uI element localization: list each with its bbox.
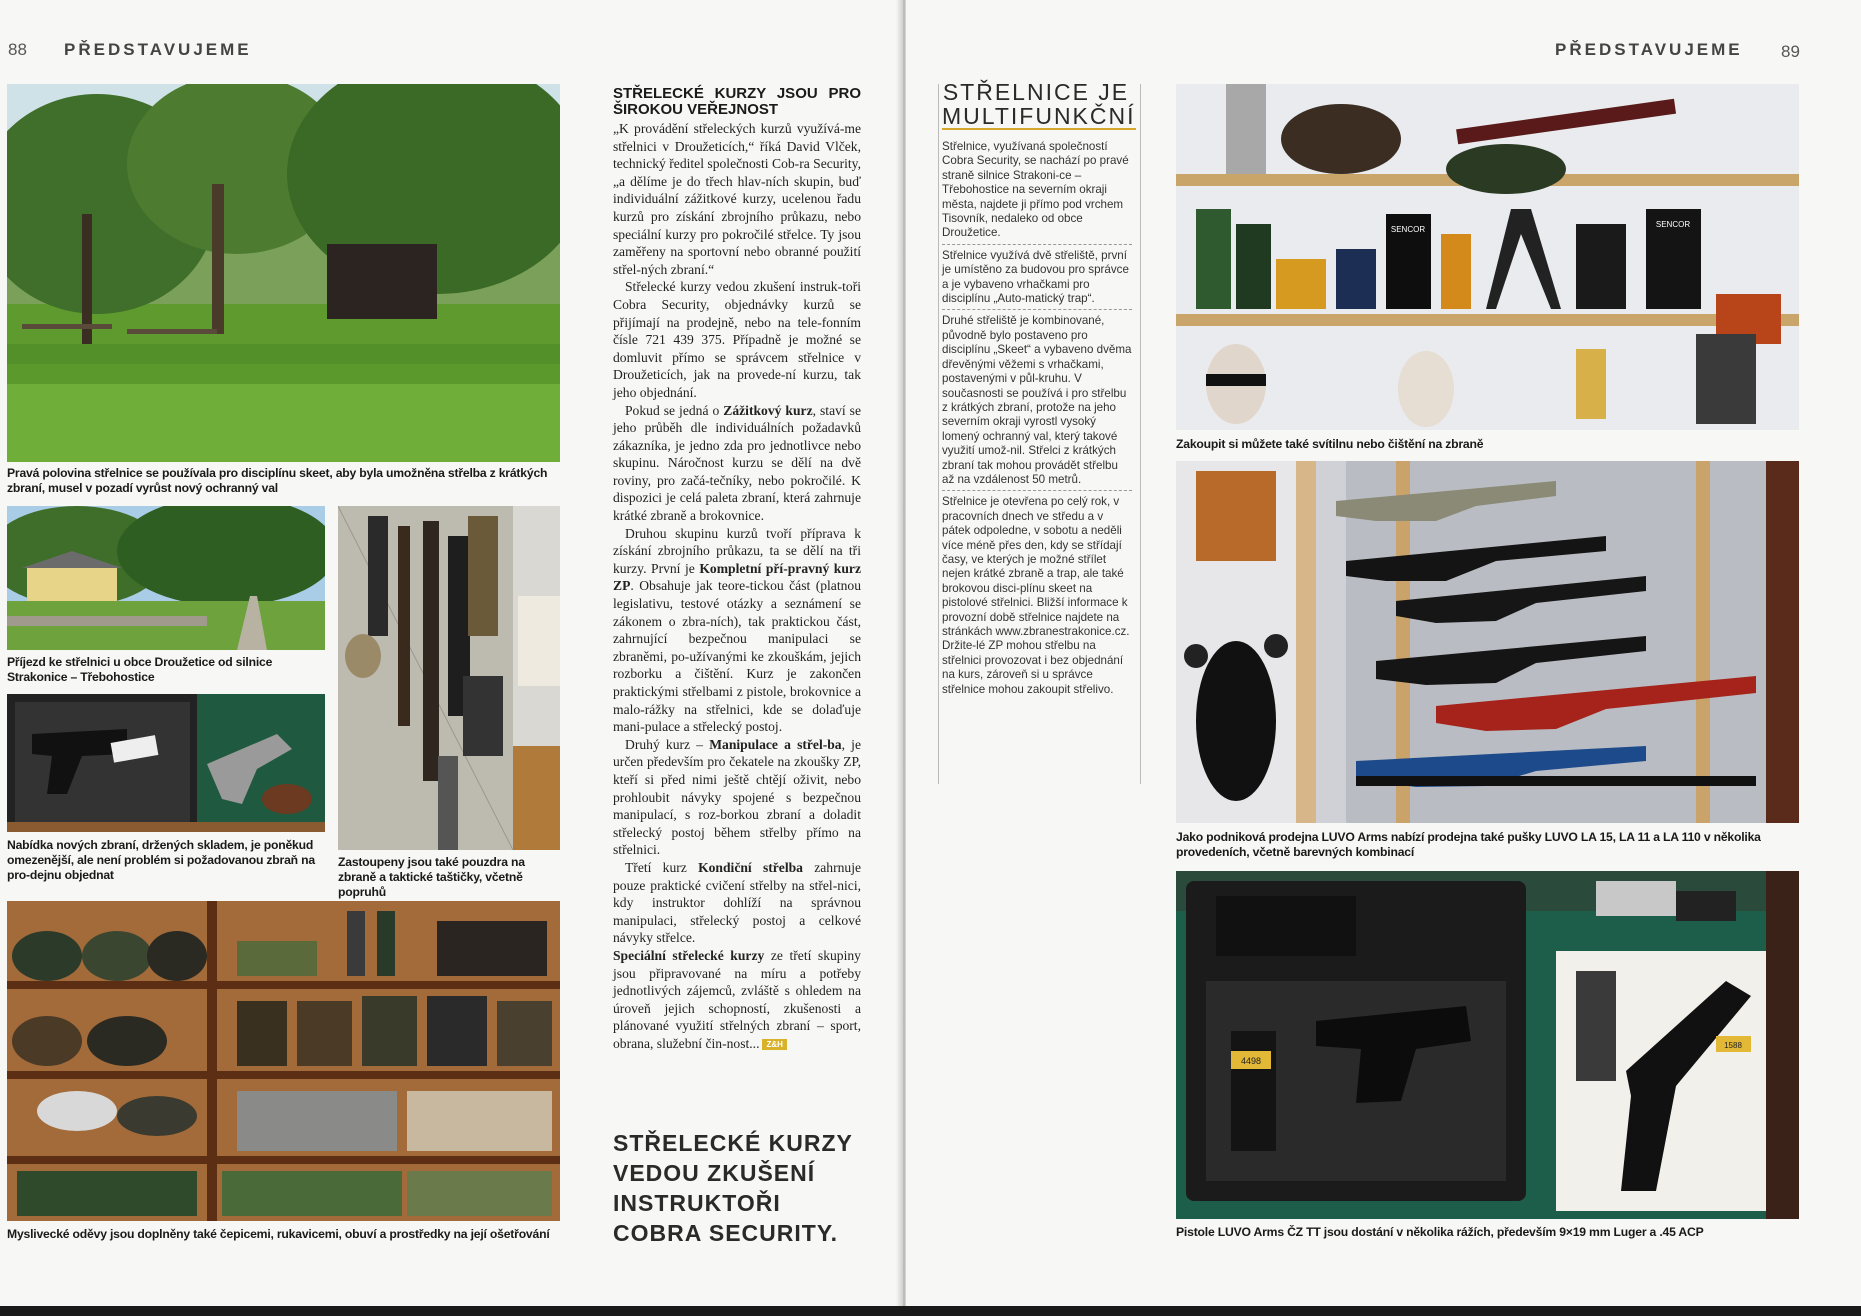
article-paragraph: Druhý kurz – Manipulace a střel-ba, je určen především pro čekatele na zkoušky ZP, kteří si před nimi ještě chtějí oživit, nebo prohloubit návyky spojené s bezpečnou manipulací, s roz-borkou zbraní a doladit střelecký postoj během střelby přímo na střelnici. xyxy=(613,736,861,858)
pistols-photo xyxy=(1176,871,1799,1219)
article-paragraph: „K provádění střeleckých kurzů využívá-me střelnici v Droužeticích,“ říká David Vlček, technický ředitel společnosti Cob-ra Security, „a dělíme je do třech hlav-ních skupin, buď individuální zážitkové kurzy, ucelenou řadu kurzů pro získání zbrojního průkazu, nebo speciální kurzy pro pokročilé střelce. Ty jsou zaměřeny na sportovní nebo obranné použití střel-ných zbraní.“ xyxy=(613,121,861,277)
article-paragraph: Druhou skupinu kurzů tvoří příprava k získání zbrojního průkazu, ta se dělí na tři kurzy. První je Kompletní pří-pravný kurz ZP. Obsahuje jak teore-tickou část (platnou legislativu, testové otázky a seznámení se zákonem o zbra-ních), tak praktickou část, zahrnující bezpečnou manipulaci se zbraněmi, po-užívanými ke zkouškám, jejich rozborku a čištění. Kurz je zakončen praktickými střelbami z pistole, brokovnice a malo-rážky na střelnici, kde se dolaďuje mani-pulace a střelecký postoj. xyxy=(613,525,861,735)
price-tag: 1588 xyxy=(1724,1041,1742,1050)
rifles-photo xyxy=(1176,461,1799,823)
page-number-right: 89 xyxy=(1781,42,1800,61)
shelves-photo xyxy=(1176,84,1799,430)
article-paragraph: Třetí kurz Kondiční střelba zahrnuje pouze praktické cvičení střelby na střel-nici, kdy instruktor dohlíží na správnou manipulaci, střelecký postoj a celkové návyky střelce. xyxy=(613,859,862,946)
arrival-photo xyxy=(7,506,325,650)
article-paragraph: Pokud se jedná o Zážitkový kurz, staví se jeho průběh dle individuálních požadavků zákazníka, je jedno zda pro jednotlivce nebo skupinu. Náročnost kurzu se dělí na dvě roviny, pro začá-tečníky, nebo pokročilé. K dispozici je celá paleta zbraní, která zahrnuje krátké zbraně a brokovnice. xyxy=(613,402,862,524)
article-paragraph: Speciální střelecké kurzy ze třetí skupiny jsou připravované na míru a potřeby jednotlivých zájemců, zvláště s ohledem na úroveň jejich schopností, zkušenosti a plánované využití střelných zbraní – sport, obrana, služební čin-nost... Z&H xyxy=(613,947,861,1051)
section-title-right: PŘEDSTAVUJEME xyxy=(1555,40,1743,59)
sidebar-divider xyxy=(1140,84,1141,784)
page-number-left: 88 xyxy=(8,40,27,59)
sidebar-divider xyxy=(938,84,939,784)
pistols-photo-caption: Pistole LUVO Arms ČZ TT jsou dostání v několika rážích, především 9×19 mm Luger a .45 ACP xyxy=(1176,1225,1704,1239)
holsters-photo xyxy=(338,506,560,850)
sidebar-paragraph: Druhé střeliště je kombinované, původně bylo postaveno pro disciplínu „Skeet“ a vybaveno dvěma dřevěnými věžemi s vrhačkami, postavenými v půl-kruhu. V současnosti se používá i pro střelbu z krátkých zbraní, protože na jeho severním okraji vyrostl vysoký lomený ochranný val, který takové využití umož-nil. Střelci z krátkých zbraní tak mohou provádět střelbu až na vzdálenost 50 metrů. xyxy=(942,314,1132,491)
article-text xyxy=(613,86,861,1052)
handguns-photo xyxy=(7,694,325,832)
sidebar-title: STŘELNICE JE MULTIFUNKČNÍ xyxy=(942,79,1136,129)
rifles-photo-caption: Jako podniková prodejna LUVO Arms nabízí prodejna také pušky LUVO LA 15, LA 11 a LA 110 v několika provedeních, včetně barevných kombinací xyxy=(1176,830,1761,859)
article-heading: STŘELECKÉ KURZY JSOU PRO ŠIROKOU VEŘEJNOST xyxy=(613,85,861,118)
range-photo xyxy=(7,84,560,462)
handguns-photo-caption: Nabídka nových zbraní, držených skladem, je poněkud omezenější, ale není problém si požadovanou zbraň na pro-dejnu objednat xyxy=(7,838,315,882)
left-page xyxy=(0,0,902,1306)
arrival-photo-caption: Příjezd ke střelnici u obce Droužetice od silnice Strakonice – Třebohostice xyxy=(7,655,273,684)
article-paragraph: Střelecké kurzy vedou zkušení instruk-toři Cobra Security, objednávky kurzů se přijímají na prodejně, nebo na tele-fonním čísle 721 439 375. Případně je možné se domluvit přímo se správcem střelnice v Droužeticích, jak na provede-ní kurzu, tak jeho objednání. xyxy=(613,279,861,400)
shelves-photo-caption: Zakoupit si můžete také svítilnu nebo čištění na zbraně xyxy=(1176,437,1484,451)
pull-quote: STŘELECKÉ KURZY VEDOU ZKUŠENÍ INSTRUKTOŘI COBRA SECURITY. xyxy=(613,1130,853,1246)
article-end-mark: Z&H xyxy=(762,1039,786,1050)
sidebar-paragraph: Střelnice je otevřena po celý rok, v pracovních dnech ve středu a v pátek odpoledne, v sobotu a neděli více méně přes den, kdy se střídají časy, ve kterých je možné střílet nejen krátké zbraně a trap, ale také brokovou disci-plínu skeet na pistolové střelnici. Bližší informace k provozní době střelnice najdete na stránkách www.zbranestrakonice.cz. Držite-lé ZP mohou střelbu na střelnici provozovat i bez objednání na kurs, zároveň si u správce střelnice mohou zakoupit střelivo. xyxy=(942,495,1130,696)
sidebar-box xyxy=(942,140,1132,704)
holsters-photo-caption: Zastoupeny jsou také pouzdra na zbraně a taktické taštičky, včetně popruhů xyxy=(338,855,525,899)
sidebar-paragraph: Střelnice, využívaná společností Cobra Security, se nachází po pravé straně silnice Strakoni-ce – Třebohostice na severním okraji města, najdete ji přímo pod vrchem Tisovník, nedaleko od obce Droužetice. xyxy=(942,140,1132,245)
range-photo-caption: Pravá polovina střelnice se používala pro disciplínu skeet, aby byla umožněna střelba z krátkých zbraní, musel v pozadí vyrůst nový ochranný val xyxy=(7,466,548,495)
section-title-left: PŘEDSTAVUJEME xyxy=(64,40,252,59)
clothing-photo xyxy=(7,901,560,1221)
sencor-label: SENCOR xyxy=(1390,225,1426,234)
sencor-label: SENCOR xyxy=(1655,220,1691,229)
price-tag: 4498 xyxy=(1240,1056,1262,1066)
right-page xyxy=(906,0,1861,1306)
sidebar-paragraph: Střelnice využívá dvě střeliště, první je umístěno za budovou pro správce a je vybaveno vrhačkami pro disciplínu „Auto-matický trap“. xyxy=(942,249,1132,311)
clothing-photo-caption: Myslivecké oděvy jsou doplněny také čepicemi, rukavicemi, obuví a prostředky na její ošetřování xyxy=(7,1227,550,1241)
